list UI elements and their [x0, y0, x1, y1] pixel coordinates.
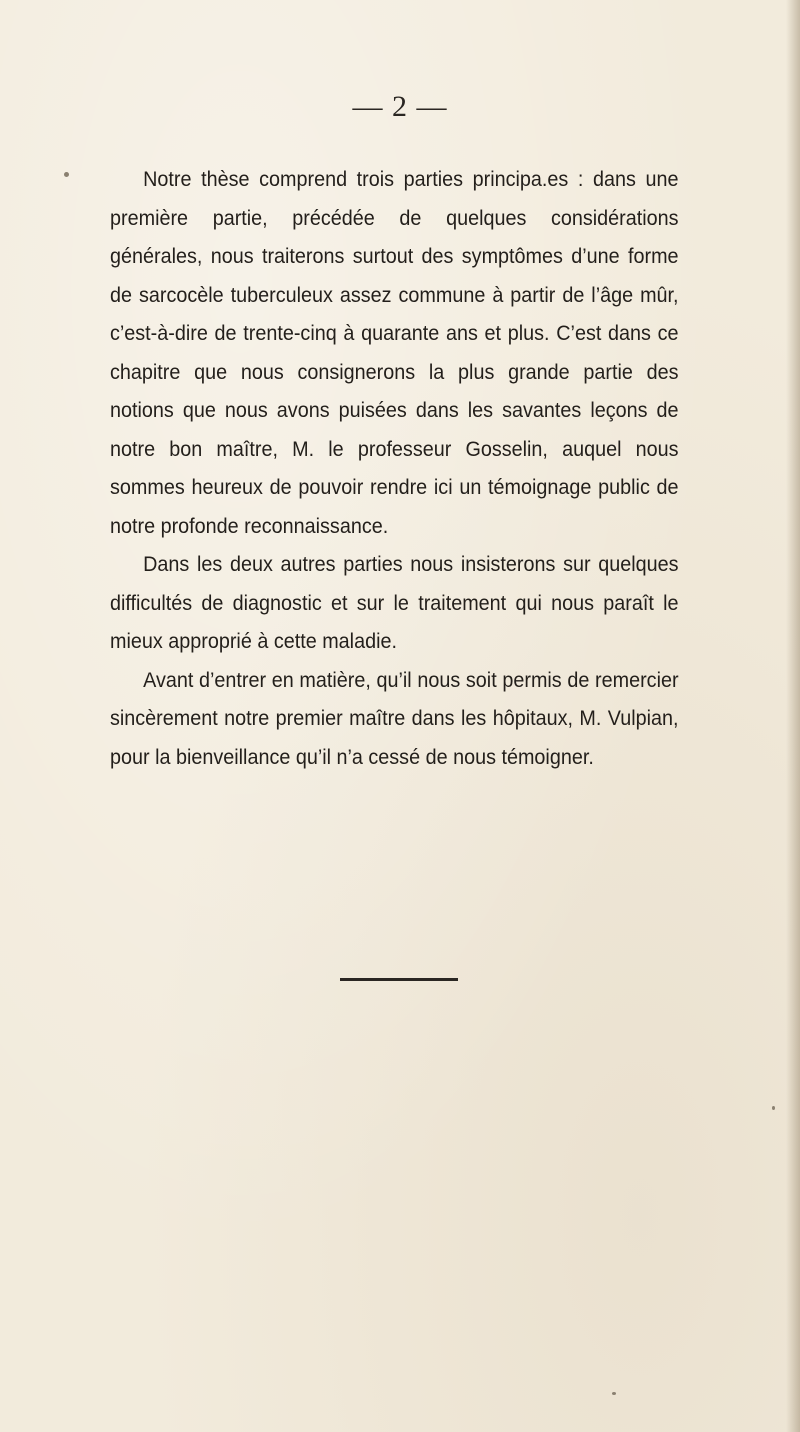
paper-speck: [64, 172, 69, 177]
paper-speck: [612, 1392, 616, 1395]
paragraph-2: Dans les deux autres parties nous insisterons sur quelques difficultés de diagnostic et sur le traitement qui nous paraît le mieux approprié à cette maladie.: [110, 552, 679, 653]
page-edge-shadow: [786, 0, 800, 1432]
paragraph-3: Avant d’entrer en matière, qu’il nous soit permis de remercier sincèrement notre premier maître dans les hôpitaux, M. Vulpian, pour la bienveillance qu’il n’a cessé de nous témoigner.: [110, 667, 679, 769]
paragraph-1: Notre thèse comprend trois parties principa.es : dans une première partie, précédée de quelques considérations générales, nous traiterons surtout des symptômes d’une forme de sarcocèle tuberculeux assez commune à partir de l’âge mûr, c’est-à-dire de trente-cinq à quarante ans et plus. C’est dans ce chapitre que nous consignerons la plus grande partie des notions que nous avons puisées dans les savantes leçons de notre bon maître, M. le professeur Gosselin, auquel nous sommes heureux de pouvoir rendre ici un témoignage public de notre profonde reconnaissance.: [110, 167, 679, 538]
section-divider-rule: [340, 978, 458, 981]
body-text: [110, 160, 679, 776]
page-number: — 2 —: [352, 90, 448, 123]
paper-speck: [772, 1106, 775, 1110]
